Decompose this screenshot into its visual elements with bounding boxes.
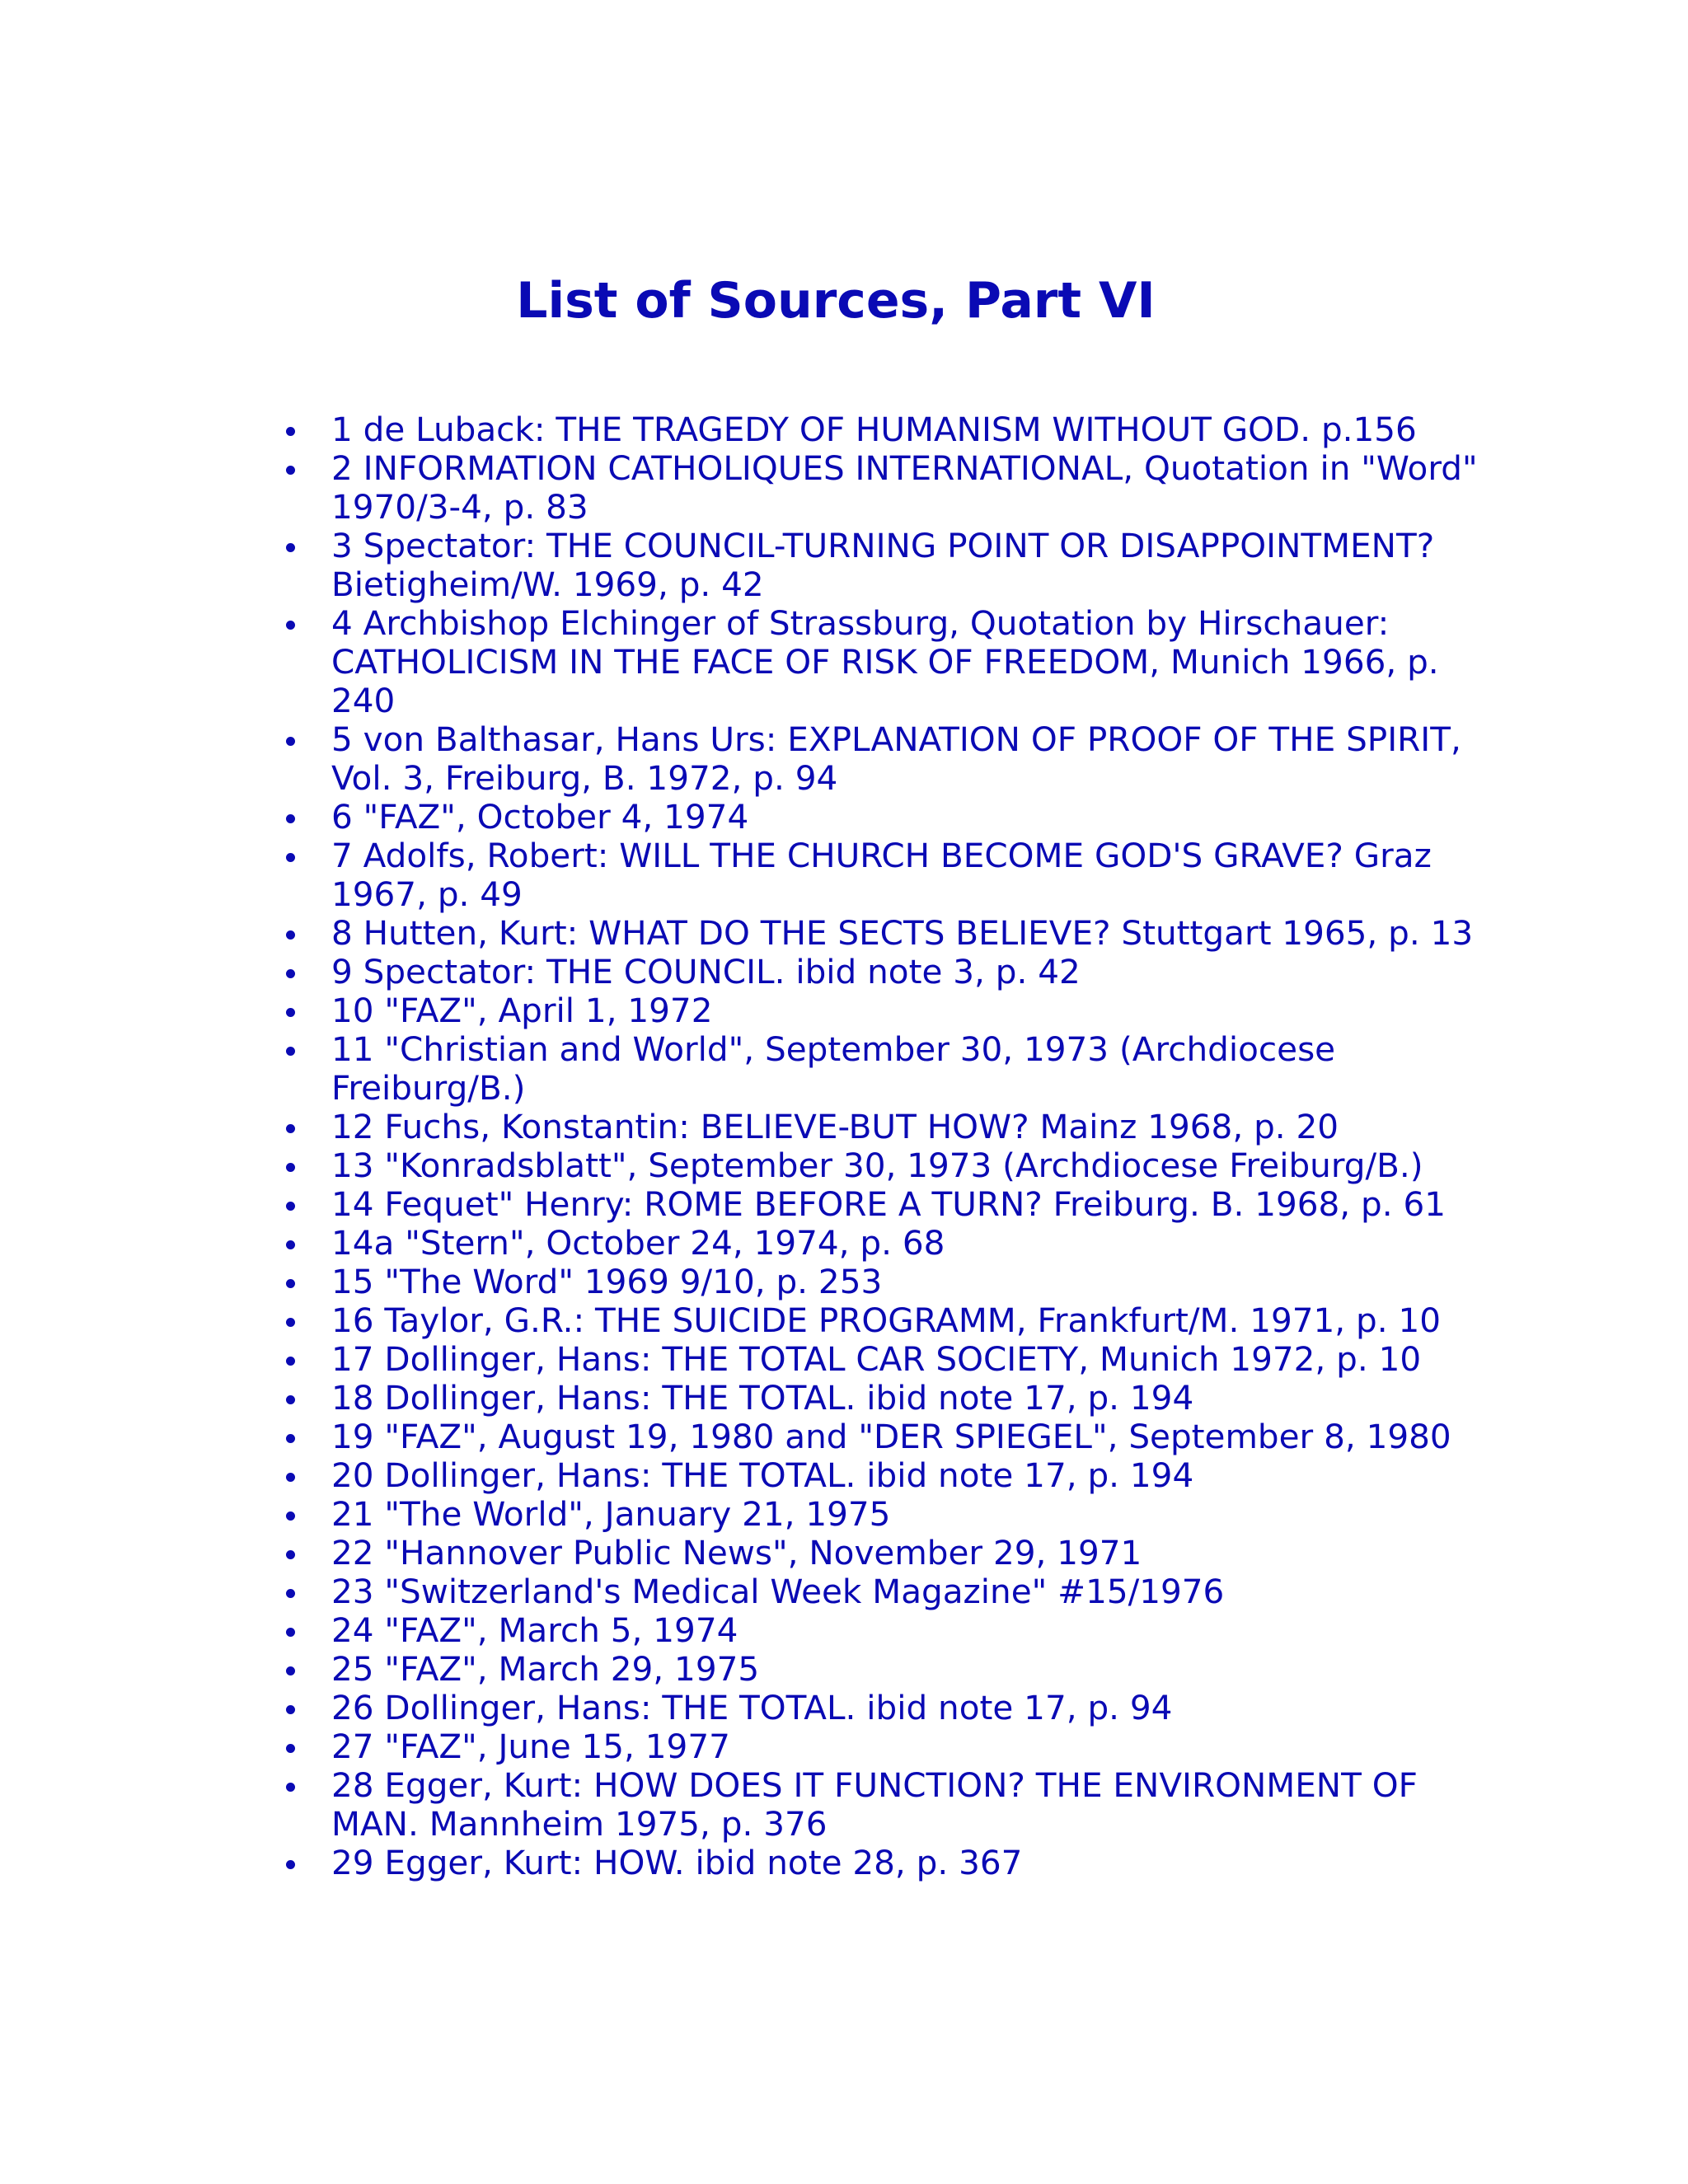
bullet-icon [286, 1318, 295, 1327]
source-text: 13 "Konradsblatt", September 30, 1973 (Archdiocese Freiburg/B.) [331, 1146, 1423, 1185]
source-text: 27 "FAZ", June 15, 1977 [331, 1727, 730, 1766]
bullet-icon [286, 1202, 295, 1211]
source-text: 24 "FAZ", March 5, 1974 [331, 1610, 738, 1650]
bullet-icon [286, 1279, 295, 1288]
source-item [331, 410, 1510, 449]
source-item [331, 1650, 1510, 1689]
source-text: 29 Egger, Kurt: HOW. ibid note 28, p. 367 [331, 1843, 1023, 1882]
bullet-icon [286, 1395, 295, 1404]
bullet-icon [286, 969, 295, 978]
source-item [331, 1146, 1510, 1185]
bullet-icon [286, 1511, 295, 1521]
bullet-icon [286, 466, 295, 475]
bullet-icon [286, 1550, 295, 1559]
source-item [331, 604, 1510, 720]
source-item [331, 1844, 1510, 1882]
source-item [331, 1108, 1510, 1146]
source-text: 14 Fequet" Henry: ROME BEFORE A TURN? Freiburg. B. 1968, p. 61 [331, 1184, 1447, 1224]
source-text: 6 "FAZ", October 4, 1974 [331, 797, 749, 837]
source-text: 11 "Christian and World", September 30, 1973 (Archdiocese Freiburg/B.) [331, 1029, 1336, 1108]
source-item [331, 527, 1510, 604]
bullet-icon [286, 621, 295, 630]
bullet-icon [286, 1357, 295, 1366]
source-text: 20 Dollinger, Hans: THE TOTAL. ibid note 17, p. 194 [331, 1455, 1194, 1495]
source-text: 26 Dollinger, Hans: THE TOTAL. ibid note 17, p. 94 [331, 1688, 1173, 1727]
page-title: List of Sources, Part VI [516, 272, 1156, 330]
source-item [331, 1379, 1510, 1418]
bullet-icon [286, 1628, 295, 1637]
sources-list [279, 410, 1510, 1882]
bullet-icon [286, 1124, 295, 1133]
source-item [331, 1418, 1510, 1456]
source-text: 22 "Hannover Public News", November 29, 1971 [331, 1533, 1142, 1572]
bullet-icon [286, 1705, 295, 1714]
bullet-icon [286, 1473, 295, 1482]
source-text: 5 von Balthasar, Hans Urs: EXPLANATION OF PROOF OF THE SPIRIT, Vol. 3, Freiburg, B. 1972, p. 94 [331, 719, 1461, 798]
source-text: 9 Spectator: THE COUNCIL. ibid note 3, p. 42 [331, 952, 1081, 991]
source-item [331, 720, 1510, 798]
source-item [331, 1185, 1510, 1224]
source-text: 15 "The Word" 1969 9/10, p. 253 [331, 1262, 883, 1301]
source-text: 17 Dollinger, Hans: THE TOTAL CAR SOCIETY, Munich 1972, p. 10 [331, 1339, 1422, 1379]
source-item [331, 837, 1510, 914]
source-item [331, 1456, 1510, 1495]
bullet-icon [286, 1666, 295, 1675]
source-item [331, 1030, 1510, 1108]
source-text: 4 Archbishop Elchinger of Strassburg, Quotation by Hirschauer: CATHOLICISM IN THE FACE OF RISK OF FREEDOM, Munich 1966, p. 240 [331, 603, 1439, 720]
source-item [331, 1263, 1510, 1301]
bullet-icon [286, 930, 295, 940]
bullet-icon [286, 543, 295, 552]
source-text: 1 de Luback: THE TRAGEDY OF HUMANISM WITHOUT GOD. p.156 [331, 410, 1417, 449]
source-text: 14a "Stern", October 24, 1974, p. 68 [331, 1223, 945, 1263]
bullet-icon [286, 1434, 295, 1443]
bullet-icon [286, 814, 295, 823]
source-item [331, 1689, 1510, 1727]
source-text: 16 Taylor, G.R.: THE SUICIDE PROGRAMM, Frankfurt/M. 1971, p. 10 [331, 1301, 1442, 1340]
bullet-icon [286, 737, 295, 746]
source-item [331, 1224, 1510, 1263]
source-item [331, 914, 1510, 953]
source-item [331, 953, 1510, 991]
source-text: 25 "FAZ", March 29, 1975 [331, 1649, 760, 1689]
source-item [331, 1495, 1510, 1534]
source-item [331, 1340, 1510, 1379]
bullet-icon [286, 1783, 295, 1792]
source-text: 21 "The World", January 21, 1975 [331, 1494, 891, 1534]
bullet-icon [286, 1047, 295, 1056]
source-text: 12 Fuchs, Konstantin: BELIEVE-BUT HOW? Mainz 1968, p. 20 [331, 1107, 1339, 1146]
bullet-icon [286, 1860, 295, 1869]
source-text: 23 "Switzerland's Medical Week Magazine" #15/1976 [331, 1572, 1225, 1611]
source-item [331, 1301, 1510, 1340]
bullet-icon [286, 1240, 295, 1249]
source-item [331, 991, 1510, 1030]
bullet-icon [286, 427, 295, 436]
source-text: 10 "FAZ", April 1, 1972 [331, 991, 713, 1030]
source-item [331, 1572, 1510, 1611]
source-item [331, 1766, 1510, 1844]
bullet-icon [286, 1163, 295, 1172]
source-text: 3 Spectator: THE COUNCIL-TURNING POINT OR DISAPPOINTMENT? Bietigheim/W. 1969, p. 42 [331, 526, 1435, 604]
source-item [331, 1727, 1510, 1766]
source-text: 8 Hutten, Kurt: WHAT DO THE SECTS BELIEVE? Stuttgart 1965, p. 13 [331, 913, 1474, 953]
source-text: 18 Dollinger, Hans: THE TOTAL. ibid note 17, p. 194 [331, 1378, 1194, 1418]
bullet-icon [286, 1744, 295, 1753]
source-item [331, 798, 1510, 837]
source-text: 28 Egger, Kurt: HOW DOES IT FUNCTION? THE ENVIRONMENT OF MAN. Mannheim 1975, p. 376 [331, 1765, 1418, 1844]
source-text: 19 "FAZ", August 19, 1980 and "DER SPIEGEL", September 8, 1980 [331, 1417, 1451, 1456]
bullet-icon [286, 1008, 295, 1017]
source-item [331, 1534, 1510, 1572]
bullet-icon [286, 1589, 295, 1598]
source-text: 7 Adolfs, Robert: WILL THE CHURCH BECOME GOD'S GRAVE? Graz 1967, p. 49 [331, 836, 1432, 914]
source-item [331, 1611, 1510, 1650]
source-text: 2 INFORMATION CATHOLIQUES INTERNATIONAL, Quotation in "Word" 1970/3-4, p. 83 [331, 448, 1478, 527]
bullet-icon [286, 853, 295, 862]
source-item [331, 449, 1510, 527]
